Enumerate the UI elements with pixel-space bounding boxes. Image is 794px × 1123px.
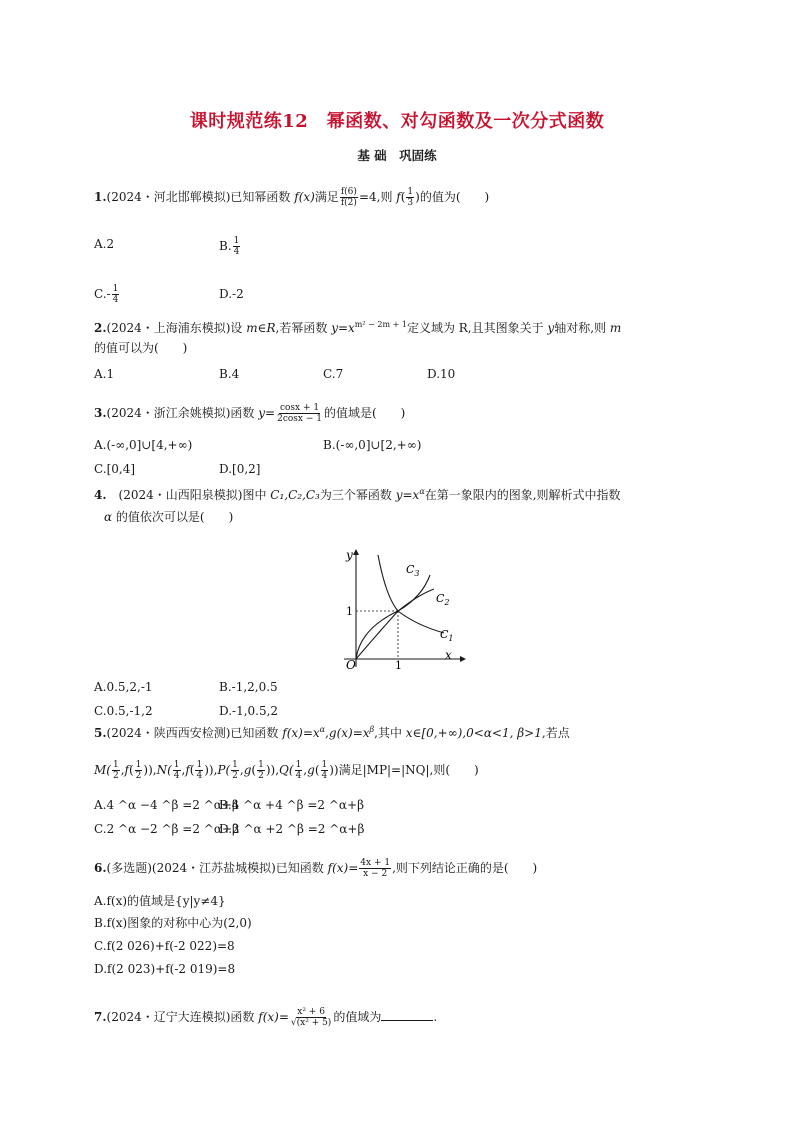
fraction: $\frac{f(6)}{f(2)}$ [340, 187, 357, 208]
curve-c2 [356, 589, 434, 659]
option-d: D.[0,2] [219, 462, 261, 476]
question-3-stem: 3.(2024・浙江余姚模拟)函数 y= $\frac{\cos x + 1}{2\cos x - 1}$ 的值域是( ) [94, 403, 406, 424]
question-4-stem: 4. (2024・山西阳泉模拟)图中 C₁,C₂,C₃为三个幂函数 $y=x^\alpha$在第一象限内的图象,则解析式中指数 [94, 487, 621, 502]
option-a: A.2 [94, 237, 115, 251]
question-4-stem-cont: α 的值依次可以是( ) [104, 510, 234, 524]
label-c3: $C_3$ [406, 563, 420, 578]
option-d: D.-2 [219, 287, 244, 301]
label-c2: $C_2$ [436, 592, 450, 607]
question-2-stem: 2.(2024・上海浦东模拟)设 m∈R,若幂函数 $y=x^{m^2 - 2m + 1}$定义域为 R,且其图象关于 y轴对称,则 m [94, 320, 622, 335]
question-number: 1. [94, 190, 107, 204]
question-number: 2. [94, 321, 107, 335]
question-6-stem: 6.(多选题)(2024・江苏盐城模拟)已知函数 f(x)= $\frac{4x + 1}{x - 2}$ ,则下列结论正确的是( ) [94, 858, 538, 879]
option-b: B.f(x)图象的对称中心为(2,0) [94, 916, 252, 930]
option-a: A.0.5,2,-1 [94, 680, 153, 694]
question-5-points: M( $\frac{1}{2}$ ,f( $\frac{1}{2}$ )),N( $\frac{1}{4}$ ,f( $\frac{1}{4}$ )),P( $\frac{1}{2}$ ,g( $\frac{1}{2}$ )),Q( $\frac{1}{4}$ ,g( $\frac{1}{4}$ ))满足|MP|=|NQ|,则( ) [94, 760, 479, 781]
question-number: 7. [94, 1010, 107, 1024]
origin-label: O [346, 658, 356, 670]
power-function-graph [330, 545, 470, 670]
option-c: C.0.5,-1,2 [94, 704, 153, 718]
question-number: 5. [94, 726, 107, 740]
fraction: $\frac{\cos x + 1}{2\cos x - 1}$ [277, 403, 322, 424]
question-2-stem-cont: 的值可以为( ) [94, 341, 188, 355]
question-5-stem: 5.(2024・陕西西安检测)已知函数 $f(x)=x^\alpha,g(x)=x^\beta$,其中 x∈[0,+∞),0<α<1, β>1,若点 [94, 725, 570, 740]
question-number: 6. [94, 861, 107, 875]
option-d: D.2 ^α +2 ^β =2 ^α+β [219, 822, 365, 836]
fraction: $\frac{\text{x² + 6}}{\text{√(x² + 5)}}$ [290, 1007, 332, 1028]
page-title: 课时规范练12 幂函数、对勾函数及一次分式函数 [189, 111, 605, 132]
option-d: D.f(2 023)+f(-2 019)=8 [94, 962, 236, 976]
option-d: D.10 [427, 367, 456, 381]
tick-y-1: 1 [346, 605, 353, 618]
x-axis-label: x [445, 648, 452, 662]
question-7-stem: 7.(2024・辽宁大连模拟)函数 f(x)= $\frac{\text{x² + 6}}{\text{√(x² + 5)}}$ 的值域为 . [94, 1007, 438, 1028]
option-c: C.7 [323, 367, 344, 381]
option-c: C.2 ^α −2 ^β =2 ^α+β [94, 822, 239, 836]
option-c: C.f(2 026)+f(-2 022)=8 [94, 939, 235, 953]
option-c: C.[0,4] [94, 462, 136, 476]
y-axis-label: y [346, 548, 353, 562]
question-number: 4. [94, 488, 107, 502]
option-d: D.-1,0.5,2 [219, 704, 279, 718]
x-axis-arrow [460, 656, 466, 662]
option-a: A.(-∞,0]∪[4,+∞) [94, 438, 193, 452]
answer-blank[interactable] [381, 1008, 433, 1021]
option-b: B.4 [219, 367, 240, 381]
y-axis-arrow [353, 549, 359, 555]
label-c1: $C_1$ [440, 628, 454, 643]
option-c: C.- $\frac{1}{4}$ [94, 284, 119, 305]
fraction: $\frac{4x + 1}{x - 2}$ [360, 858, 391, 879]
fraction: $\frac{1}{3}$ [407, 187, 414, 208]
option-b: B. $\frac{1}{4}$ [219, 236, 240, 257]
tick-x-1: 1 [395, 659, 402, 670]
question-1-stem: 1.(2024・河北邯郸模拟)已知幂函数 f(x)满足 $\frac{f(6)}{f(2)}$ =4,则 f( $\frac{1}{3}$ )的值为( ) [94, 187, 490, 208]
option-b: B.(-∞,0]∪[2,+∞) [323, 438, 422, 452]
section-subtitle: 基 础 巩固练 [357, 148, 437, 163]
option-b: B.4 ^α +4 ^β =2 ^α+β [219, 798, 365, 812]
option-a: A.4 ^α −4 ^β =2 ^α+β [94, 798, 239, 812]
option-a: A.f(x)的值域是{y|y≠4} [94, 894, 226, 908]
question-number: 3. [94, 406, 107, 420]
option-b: B.-1,2,0.5 [219, 680, 278, 694]
option-a: A.1 [94, 367, 115, 381]
